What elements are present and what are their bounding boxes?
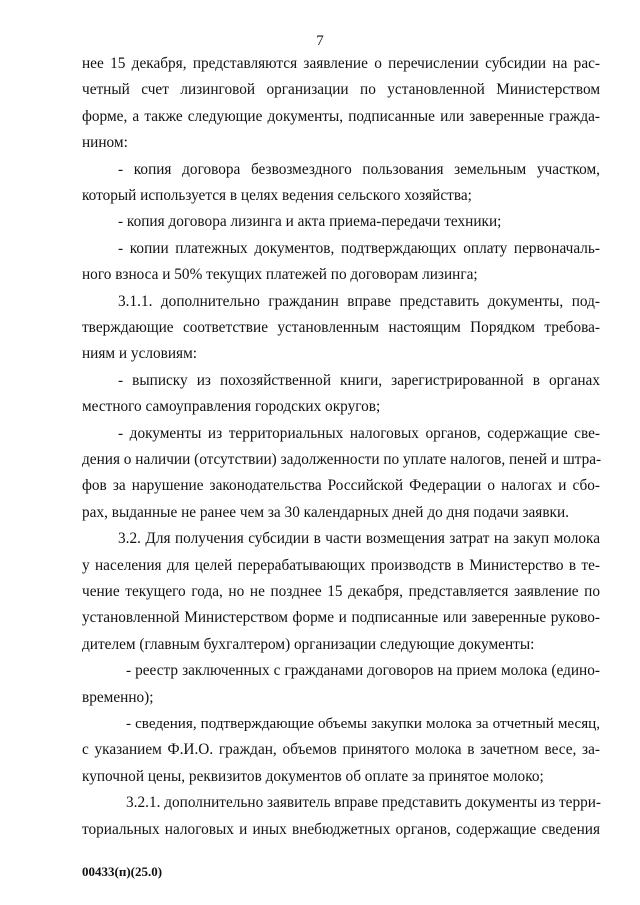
- text-line: установленной Министерством форме и подписанные или заверенные руково-: [82, 609, 600, 627]
- text-line: местного самоуправления городских округов;: [82, 398, 381, 416]
- text-line: - копия договора безвозмездного пользования земельным участком,: [118, 160, 600, 178]
- text-line: четный счет лизинговой организации по установленной Министерством: [82, 81, 600, 99]
- text-line: форме, а также следующие документы, подписанные или заверенные гражда-: [82, 107, 600, 125]
- text-line: ниям и условиям:: [82, 345, 198, 363]
- page-number: 7: [316, 33, 324, 49]
- text-line: - документы из территориальных налоговых органов, содержащие све-: [118, 424, 600, 442]
- text-line: дения о наличии (отсутствии) задолженности по уплате налогов, пеней и штра-: [82, 451, 602, 468]
- text-line: который используется в целях ведения сельского хозяйства;: [82, 187, 472, 204]
- text-line: с указанием Ф.И.О. граждан, объемов принятого молока в зачетном весе, за-: [82, 741, 600, 759]
- text-line: нее 15 декабря, представляются заявление о перечислении субсидии на рас-: [82, 55, 600, 72]
- text-line: 3.1.1. дополнительно гражданин вправе представить документы, под-: [118, 292, 600, 310]
- text-line: - копии платежных документов, подтверждающих оплату первоначаль-: [118, 239, 600, 257]
- text-line: рах, выданные не ранее чем за 30 календарных дней до дня подачи заявки.: [82, 503, 569, 521]
- text-line: временно);: [82, 688, 154, 706]
- text-line: - выписку из похозяйственной книги, зарегистрированной в органах: [118, 371, 600, 389]
- text-line: тверждающие соответствие установленным настоящим Порядком требова-: [82, 319, 600, 336]
- text-line: у населения для целей перерабатывающих производств в Министерство в те-: [82, 556, 600, 574]
- text-line: купочной цены, реквизитов документов об оплате за принятое молоко;: [82, 767, 544, 785]
- text-line: нином:: [82, 134, 128, 152]
- text-line: - сведения, подтверждающие объемы закупки молока за отчетный месяц,: [126, 716, 600, 732]
- text-line: дителем (главным бухгалтером) организации следующие документы:: [82, 635, 535, 653]
- text-line: - копия договора лизинга и акта приема-передачи техники;: [118, 213, 502, 231]
- text-line: чение текущего года, но не позднее 15 декабря, представляется заявление по: [82, 583, 600, 600]
- text-line: ториальных налоговых и иных внебюджетных органов, содержащие сведения: [82, 820, 600, 838]
- text-line: 3.2. Для получения субсидии в части возмещения затрат на закуп молока: [118, 530, 600, 548]
- text-line: - реестр заключенных с гражданами договоров на прием молока (едино-: [126, 662, 600, 680]
- text-line: 3.2.1. дополнительно заявитель вправе представить документы из терри-: [126, 794, 602, 812]
- text-line: фов за нарушение законодательства Российской Федерации о налогах и сбо-: [82, 477, 600, 495]
- footer-code: 00433(п)(25.0): [82, 864, 163, 879]
- text-line: ного взноса и 50% текущих платежей по договорам лизинга;: [82, 266, 478, 284]
